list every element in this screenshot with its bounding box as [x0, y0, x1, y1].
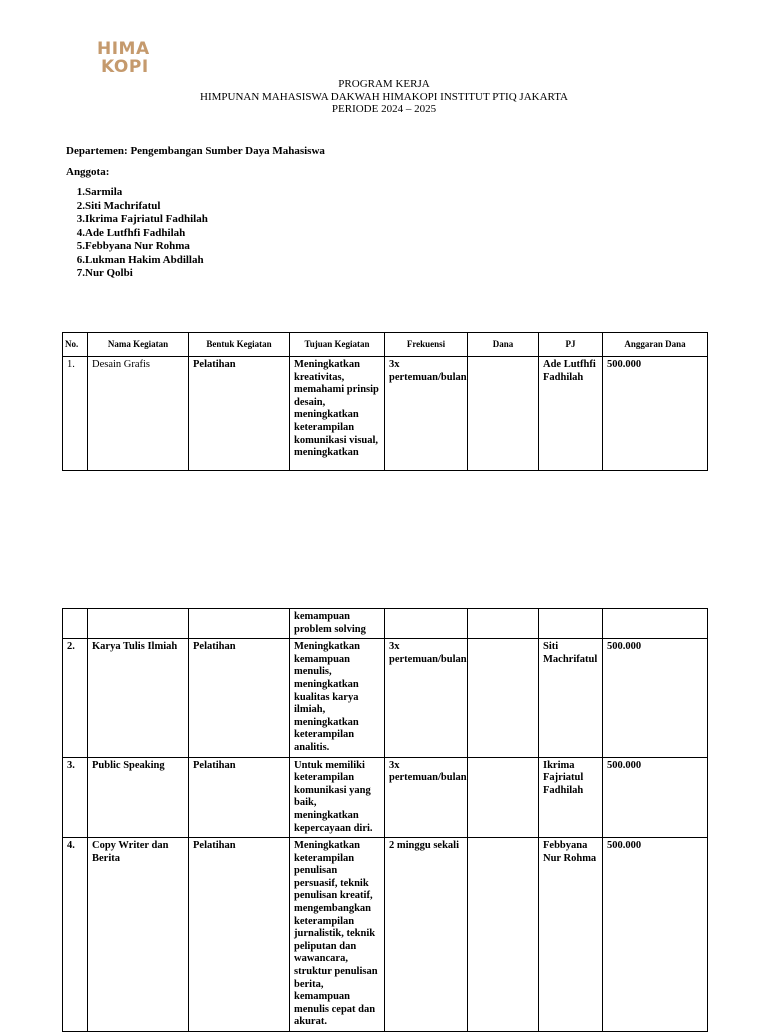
member-name: Nur Qolbi	[85, 267, 133, 279]
cell-tujuan-kegiatan: Meningkatkan keterampilan penulisan persuasif, teknik penulisan kreatif, mengembangkan keterampilan jurnalistik, teknik peliputan dan wawancara, struktur penulisan berita, kemampuan menulis cepat dan akurat.	[290, 838, 385, 1032]
cell-no: 1.	[63, 357, 88, 471]
col-header-nama-kegiatan: Nama Kegiatan	[88, 333, 189, 357]
cell-pj	[539, 609, 603, 639]
header-title: PROGRAM KERJA	[338, 78, 430, 90]
list-item	[66, 200, 208, 214]
department-title: Departemen: Pengembangan Sumber Daya Mahasiswa	[66, 145, 325, 157]
cell-anggaran-dana: 500.000	[603, 838, 708, 1032]
cell-dana	[468, 757, 539, 838]
col-header-no: No.	[63, 333, 88, 357]
cell-tujuan-kegiatan: Meningkatkan kreativitas, memahami prinsip desain, meningkatkan keterampilan komunikasi visual, meningkatkan	[290, 357, 385, 471]
list-item	[66, 240, 208, 254]
himakopi-logo	[97, 40, 153, 76]
col-header-pj: PJ	[539, 333, 603, 357]
logo-line2: KOPI	[101, 57, 149, 77]
member-number: 2.	[76, 199, 85, 212]
cell-anggaran-dana: 500.000	[603, 357, 708, 471]
cell-pj: Febbyana Nur Rohma	[539, 838, 603, 1032]
member-name: Sarmila	[85, 186, 123, 198]
cell-frekuensi	[385, 609, 468, 639]
cell-tujuan-kegiatan: Untuk memiliki keterampilan komunikasi yang baik, meningkatkan kepercayaan diri.	[290, 757, 385, 838]
list-item	[66, 213, 208, 227]
program-table-part2	[62, 608, 708, 1032]
member-number: 4.	[76, 226, 85, 239]
cell-bentuk-kegiatan: Pelatihan	[189, 639, 290, 757]
table-row	[63, 757, 708, 838]
cell-pj: Siti Machrifatul	[539, 639, 603, 757]
cell-frekuensi: 3x pertemuan/bulan	[385, 639, 468, 757]
table-header-row	[63, 333, 708, 357]
member-number: 6.	[76, 253, 85, 266]
cell-anggaran-dana	[603, 609, 708, 639]
member-name: Ikrima Fajriatul Fadhilah	[85, 213, 208, 225]
cell-frekuensi: 2 minggu sekali	[385, 838, 468, 1032]
cell-anggaran-dana: 500.000	[603, 757, 708, 838]
list-item	[66, 254, 208, 268]
col-header-dana: Dana	[468, 333, 539, 357]
col-header-anggaran-dana: Anggaran Dana	[603, 333, 708, 357]
cell-nama-kegiatan: Karya Tulis Ilmiah	[88, 639, 189, 757]
cell-pj: Ikrima Fajriatul Fadhilah	[539, 757, 603, 838]
cell-nama-kegiatan: Public Speaking	[88, 757, 189, 838]
cell-dana	[468, 357, 539, 471]
cell-bentuk-kegiatan	[189, 609, 290, 639]
cell-no: 2.	[63, 639, 88, 757]
table-row	[63, 357, 708, 471]
header-organization: HIMPUNAN MAHASISWA DAKWAH HIMAKOPI INSTITUT PTIQ JAKARTA	[200, 90, 568, 103]
members-list	[66, 186, 208, 281]
cell-no: 3.	[63, 757, 88, 838]
member-name: Febbyana Nur Rohma	[85, 240, 190, 252]
cell-no	[63, 609, 88, 639]
col-header-tujuan-kegiatan: Tujuan Kegiatan	[290, 333, 385, 357]
cell-dana	[468, 838, 539, 1032]
table-row	[63, 838, 708, 1032]
table-row	[63, 609, 708, 639]
cell-dana	[468, 639, 539, 757]
cell-nama-kegiatan: Copy Writer dan Berita	[88, 838, 189, 1032]
program-table-part1	[62, 332, 708, 471]
member-number: 7.	[76, 267, 85, 279]
list-item	[66, 186, 208, 200]
cell-nama-kegiatan: Desain Grafis	[88, 357, 189, 471]
cell-nama-kegiatan	[88, 609, 189, 639]
cell-tujuan-kegiatan: kemampuan problem solving	[290, 609, 385, 639]
cell-bentuk-kegiatan: Pelatihan	[189, 838, 290, 1032]
cell-no: 4.	[63, 838, 88, 1032]
table-row	[63, 639, 708, 757]
cell-tujuan-kegiatan: Meningkatkan kemampuan menulis, meningkatkan kualitas karya ilmiah, meningkatkan keterampilan analitis.	[290, 639, 385, 757]
cell-bentuk-kegiatan: Pelatihan	[189, 357, 290, 471]
cell-anggaran-dana: 500.000	[603, 639, 708, 757]
member-name: Ade Lutfhfi Fadhilah	[85, 226, 186, 239]
header-period: PERIODE 2024 – 2025	[331, 103, 437, 115]
cell-pj: Ade Lutfhfi Fadhilah	[539, 357, 603, 471]
member-name: Lukman Hakim Abdillah	[85, 253, 204, 266]
list-item	[66, 267, 208, 281]
list-item	[66, 227, 208, 241]
document-header	[0, 78, 768, 116]
logo-line1: HIMA	[97, 39, 150, 59]
col-header-bentuk-kegiatan: Bentuk Kegiatan	[189, 333, 290, 357]
member-number: 3.	[76, 213, 85, 225]
member-number: 5.	[76, 240, 85, 252]
cell-frekuensi: 3x pertemuan/bulan	[385, 357, 468, 471]
member-name: Siti Machrifatul	[85, 199, 161, 212]
col-header-frekuensi: Frekuensi	[385, 333, 468, 357]
cell-dana	[468, 609, 539, 639]
cell-bentuk-kegiatan: Pelatihan	[189, 757, 290, 838]
cell-frekuensi: 3x pertemuan/bulan	[385, 757, 468, 838]
members-label: Anggota:	[66, 166, 110, 178]
member-number: 1.	[76, 186, 85, 198]
